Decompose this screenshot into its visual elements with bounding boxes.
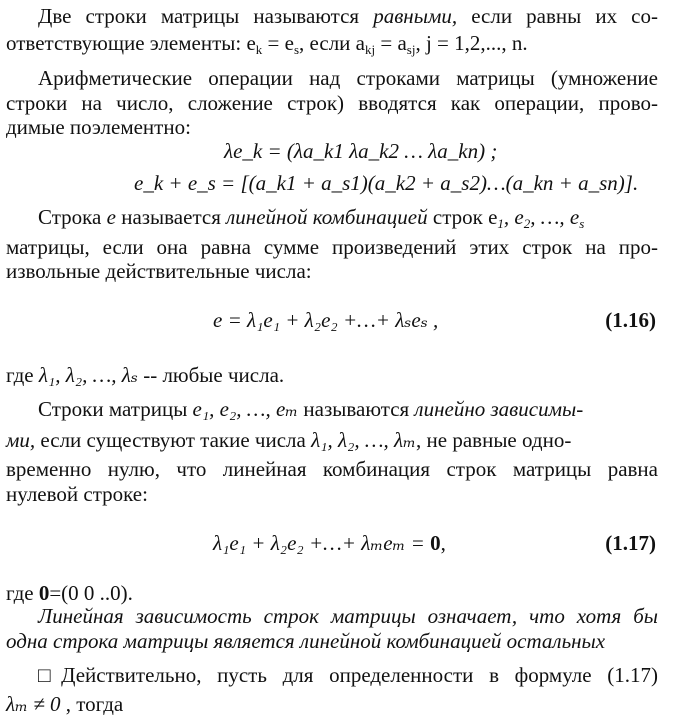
- proof-start-mark: □: [38, 663, 62, 687]
- formula-1-17: λ₁e₁ + λ₂e₂ +…+ λₘeₘ = 0,: [213, 531, 446, 555]
- formula-scalar-multiplication: λe_k = (λa_k1 λa_k2 … λa_kn) ;: [224, 139, 498, 163]
- equation-number-1-16: (1.16): [605, 308, 656, 332]
- italic-statement-line-2: одна строка матрицы является линейной комбинацией остальных: [6, 629, 606, 653]
- paragraph-1-line-1: Две строки матрицы называются равными, если равны их со-: [38, 4, 658, 28]
- where-clause-1-16: где λ₁, λ₂, …, λₛ -- любые числа.: [6, 363, 285, 387]
- paragraph-2-line-2: строки на число, сложение строк) вводятся как операции, прово-: [6, 91, 658, 115]
- where-clause-1-17: где 0=(0 0 ..0).: [6, 581, 133, 605]
- paragraph-5-line-2: λₘ ≠ 0 , тогда: [6, 692, 124, 716]
- paragraph-2-line-1: Арифметические операции над строками матрицы (умножение: [38, 66, 658, 90]
- paragraph-3-line-1: Строка e называется линейной комбинацией строк $e_1$, $e_2$, …, $e_s$: [38, 205, 585, 231]
- paragraph-4-line-3: временно нулю, что линейная комбинация строк матрицы равна: [6, 457, 658, 481]
- paragraph-2-line-3: димые поэлементно:: [6, 115, 191, 139]
- formula-1-16: e = λ₁e₁ + λ₂e₂ +…+ λₛeₛ ,: [213, 308, 439, 332]
- equation-number-1-17: (1.17): [605, 531, 656, 555]
- italic-statement-line-1: Линейная зависимость строк матрицы означает, что хотя бы: [38, 604, 658, 628]
- formula-row-sum: e_k + e_s = [(a_k1 + a_s1)(a_k2 + a_s2)…(a_kn + a_sn)].: [134, 171, 639, 195]
- paragraph-5-line-1: □Действительно, пусть для определенности в формуле (1.17): [38, 663, 659, 687]
- paragraph-4-line-2: ми, если существуют такие числа λ₁, λ₂, …, λₘ, не равные одно-: [6, 428, 572, 452]
- paragraph-1-line-2: ответствующие элементы: $e_k = e_s$, если $a_{kj} = a_{sj}$, j = 1,2,..., n.: [6, 31, 528, 57]
- paragraph-3-line-2: матрицы, если она равна сумме произведений этих строк на про-: [6, 235, 658, 259]
- paragraph-3-line-3: извольные действительные числа:: [6, 259, 312, 283]
- paragraph-4-line-1: Строки матрицы e₁, e₂, …, eₘ называются линейно зависимы-: [38, 397, 584, 421]
- paragraph-4-line-4: нулевой строке:: [6, 482, 148, 506]
